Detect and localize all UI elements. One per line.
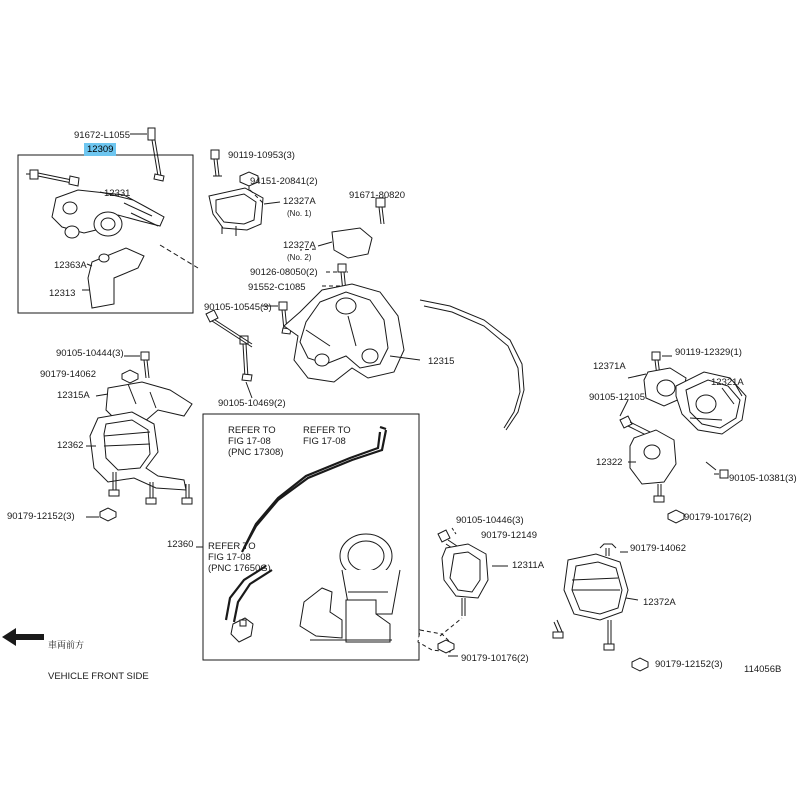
label-part-12311A: 12311A: [512, 560, 545, 571]
label-part-12327A-no2-sub: (No. 2): [287, 253, 312, 262]
label-bolt-90105-10444: 90105-10444(3): [56, 348, 124, 359]
label-bolt-91552-C1085: 91552-C1085: [248, 282, 306, 293]
label-part-12315A: 12315A: [57, 390, 90, 401]
label-bolt-90105-12105: 90105-12105: [589, 392, 645, 403]
label-nut-90179-12152-bottom: 90179-12152(3): [655, 659, 723, 670]
label-part-12360: 12360: [167, 539, 194, 550]
highlighted-part-number[interactable]: 12309: [84, 143, 116, 156]
refer-note-2: REFER TO FIG 17-08: [303, 425, 351, 447]
label-part-12371A: 12371A: [593, 361, 626, 372]
label-part-12313: 12313: [49, 288, 76, 299]
label-bolt-91671-80820: 91671-80820: [349, 190, 405, 201]
label-nut-90179-10176-bottom: 90179-10176(2): [461, 653, 529, 664]
label-part-12322: 12322: [596, 457, 623, 468]
label-bolt-91672-L1055: 91672-L1055: [74, 130, 130, 141]
label-part-12315: 12315: [428, 356, 455, 367]
label-part-12363A: 12363A: [54, 260, 87, 271]
label-bolt-90119-10953: 90119-10953(3): [228, 150, 295, 161]
diagram-id-code: 114056B: [744, 664, 782, 675]
label-part-12327A-no2: 12327A: [283, 240, 316, 251]
label-nut-94151-20841: 94151-20841(2): [250, 176, 318, 187]
label-bolt-90105-10446: 90105-10446(3): [456, 515, 524, 526]
refer-note-3: REFER TO FIG 17-08 (PNC 17650G): [208, 541, 271, 574]
refer-note-1: REFER TO FIG 17-08 (PNC 17308): [228, 425, 284, 458]
label-bolt-90105-10381: 90105-10381(3): [729, 473, 797, 484]
vehicle-front-side-note: 車両前方 VEHICLE FRONT SIDE: [48, 639, 149, 683]
label-nut-90179-14062-left: 90179-14062: [40, 369, 96, 380]
label-bolt-90126-08050: 90126-08050(2): [250, 267, 318, 278]
label-nut-90179-14062-right: 90179-14062: [630, 543, 686, 554]
label-part-12372A: 12372A: [643, 597, 676, 608]
label-part-12327A-no1: 12327A: [283, 196, 316, 207]
label-nut-90179-12149: 90179-12149: [481, 530, 537, 541]
label-part-12321A: 12321A: [711, 377, 744, 388]
label-nut-90179-12152-left: 90179-12152(3): [7, 511, 75, 522]
label-part-12331: 12331: [104, 188, 131, 199]
label-bolt-90119-12329: 90119-12329(1): [675, 347, 742, 358]
label-part-12362: 12362: [57, 440, 84, 451]
label-bolt-90105-10469: 90105-10469(2): [218, 398, 286, 409]
label-part-12327A-no1-sub: (No. 1): [287, 209, 312, 218]
label-nut-90179-10176-right: 90179-10176(2): [684, 512, 752, 523]
label-bolt-90105-10545: 90105-10545(3): [204, 302, 272, 313]
